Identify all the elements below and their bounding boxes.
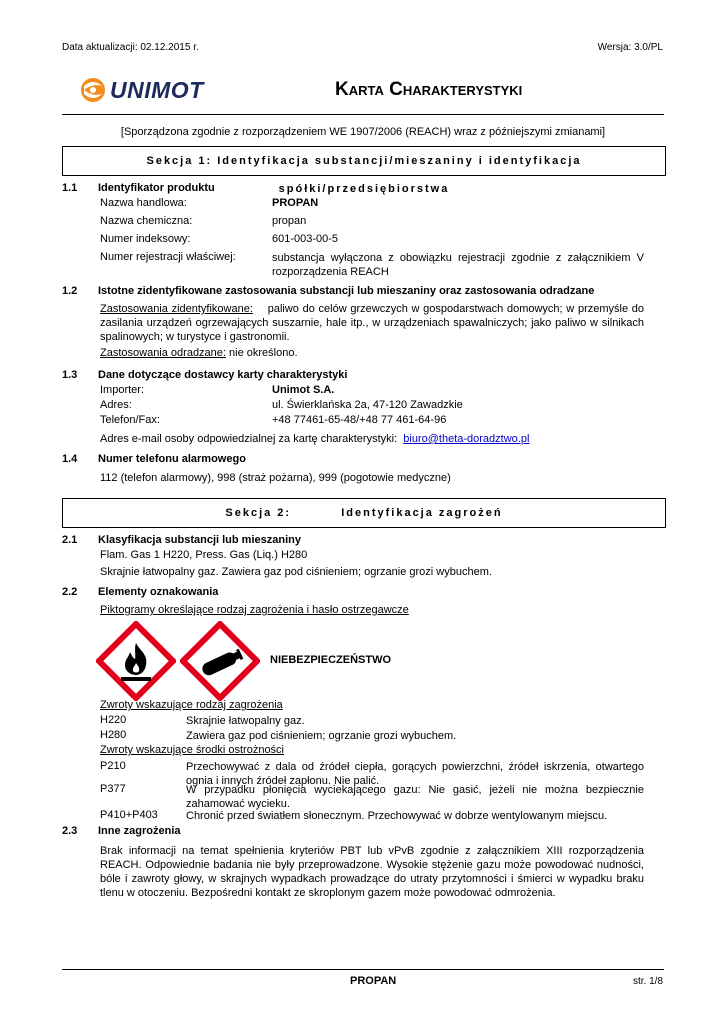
classification-text: Skrajnie łatwopalny gaz. Zawiera gaz pod ciśnieniem; ogrzanie grozi wybuchem. bbox=[100, 566, 492, 578]
hazard-code-h220: H220 bbox=[100, 714, 127, 726]
subsection-1-1-title: Identyfikator produktu bbox=[98, 182, 215, 194]
trade-name-value: PROPAN bbox=[272, 197, 319, 209]
header-rule bbox=[62, 114, 664, 115]
chemical-name-value: propan bbox=[272, 215, 307, 227]
regulation-note: [Sporządzona zgodnie z rozporządzeniem WE 1907/2006 (REACH) wraz z późniejszymi zmianami] bbox=[120, 126, 606, 138]
company-logo bbox=[80, 76, 204, 109]
identified-uses-text: paliwo do celów grzewczych w gospodarstwach domowych; w przemyśle do zasilania urządzeń ogrzewających suszarnie, hale itp., w urządzeniach spawalniczych; jako paliwo w silnikach spalinowych; w turystyce i gastronomii. bbox=[100, 303, 645, 343]
section-2-title: Identyfikacja zagrożeń bbox=[341, 507, 503, 519]
version-label: Wersja: 3.0/PL bbox=[597, 42, 663, 53]
footer-product-name: PROPAN bbox=[350, 975, 397, 987]
hazard-text-h220: Skrajnie łatwopalny gaz. bbox=[186, 715, 305, 727]
registration-number-value: substancja wyłączona z obowiązku rejestracji zgodnie z załącznikiem V rozporządzenia REACH bbox=[272, 252, 644, 278]
responsible-email-row bbox=[100, 433, 529, 445]
advised-against-label: Zastosowania odradzane: bbox=[100, 347, 226, 359]
subsection-1-4-number: 1.4 bbox=[62, 453, 78, 465]
precautionary-statements-heading: Zwroty wskazujące środki ostrożności bbox=[100, 744, 285, 756]
document-title: Karta Charakterystyki bbox=[335, 79, 523, 100]
section-2-heading bbox=[62, 498, 666, 528]
footer-rule bbox=[62, 969, 664, 970]
subsection-2-3-number: 2.3 bbox=[62, 825, 78, 837]
hazard-code-h280: H280 bbox=[100, 729, 127, 741]
index-number-label: Numer indeksowy: bbox=[100, 233, 191, 245]
update-date: Data aktualizacji: 02.12.2015 r. bbox=[62, 42, 199, 53]
registration-number-label: Numer rejestracji właściwej: bbox=[100, 251, 236, 263]
subsection-2-1-title: Klasyfikacja substancji lub mieszaniny bbox=[98, 534, 301, 546]
address-label: Adres: bbox=[100, 399, 132, 411]
subsection-2-2-title: Elementy oznakowania bbox=[98, 586, 219, 598]
uses-advised-against bbox=[100, 346, 644, 360]
email-link[interactable]: biuro@theta-doradztwo.pl bbox=[403, 433, 530, 445]
index-number-value: 601-003-00-5 bbox=[272, 233, 339, 245]
gas-cylinder-icon bbox=[180, 621, 260, 701]
subsection-2-3-title: Inne zagrożenia bbox=[98, 825, 181, 837]
identified-uses-label: Zastosowania zidentyfikowane: bbox=[100, 303, 253, 315]
precaution-text-p210: Przechowywać z dala od źródeł ciepła, gorących powierzchni, źródeł iskrzenia, otwartego ognia i innych źródeł zapłonu. Nie palić. bbox=[186, 761, 644, 787]
pictograms-heading: Piktogramy określające rodzaj zagrożenia i hasło ostrzegawcze bbox=[100, 604, 409, 616]
importer-value: Unimot S.A. bbox=[272, 384, 335, 396]
classification-codes: Flam. Gas 1 H220, Press. Gas (Liq.) H280 bbox=[100, 549, 308, 561]
ghs-pictogram-gas-cylinder bbox=[180, 621, 260, 706]
advised-against-text: nie określono. bbox=[229, 347, 298, 359]
ghs-pictogram-flame bbox=[96, 621, 176, 706]
subsection-1-1-number: 1.1 bbox=[62, 182, 78, 194]
emergency-numbers: 112 (telefon alarmowy), 998 (straż pożarna), 999 (pogotowie medyczne) bbox=[100, 472, 451, 484]
logo-text: UNIMOT bbox=[110, 77, 204, 103]
flame-icon bbox=[96, 621, 176, 701]
identified-uses bbox=[100, 302, 644, 344]
email-label: Adres e-mail osoby odpowiedzialnej za kartę charakterystyki: bbox=[100, 433, 398, 445]
importer-label: Importer: bbox=[100, 384, 145, 396]
section-2-number: Sekcja 2: bbox=[225, 507, 292, 519]
trade-name-label: Nazwa handlowa: bbox=[100, 197, 187, 209]
page-number: str. 1/8 bbox=[632, 976, 663, 987]
precaution-code-p410-p403: P410+P403 bbox=[100, 809, 158, 821]
phone-fax-label: Telefon/Fax: bbox=[100, 414, 160, 426]
hazard-text-h280: Zawiera gaz pod ciśnieniem; ogrzanie grozi wybuchem. bbox=[186, 730, 457, 742]
subsection-1-3-number: 1.3 bbox=[62, 369, 78, 381]
signal-word: NIEBEZPIECZEŃSTWO bbox=[270, 654, 392, 666]
hazard-statements-heading: Zwroty wskazujące rodzaj zagrożenia bbox=[100, 699, 283, 711]
section-1-heading: Sekcja 1: Identyfikacja substancji/mieszaniny i identyfikacja spółki/przedsiębiorstwa bbox=[62, 146, 666, 176]
precaution-code-p210: P210 bbox=[100, 760, 126, 772]
subsection-1-4-title: Numer telefonu alarmowego bbox=[98, 453, 246, 465]
subsection-1-2-title: Istotne zidentyfikowane zastosowania substancji lub mieszaniny oraz zastosowania odradzane bbox=[98, 285, 595, 297]
subsection-2-2-number: 2.2 bbox=[62, 586, 78, 598]
chemical-name-label: Nazwa chemiczna: bbox=[100, 215, 193, 227]
subsection-1-2-number: 1.2 bbox=[62, 285, 78, 297]
other-hazards-text: Brak informacji na temat spełnienia kryteriów PBT lub vPvB zgodnie z załącznikiem XIII rozporządzenia REACH. Odpowiednie badania nie były przeprowadzone. Wysokie stężenie gazu może powodować nudności, bóle i zawroty głowy, w skrajnych wypadkach prowadzące do utraty przytomności i śmierci w wypadku braku tlenu w otoczeniu. Bezpośredni kontakt ze skroplonym gazem może powodować odmrożenia. bbox=[100, 845, 644, 899]
subsection-1-3-title: Dane dotyczące dostawcy karty charakterystyki bbox=[98, 369, 348, 381]
phone-fax-value: +48 77461-65-48/+48 77 461-64-96 bbox=[272, 414, 447, 426]
subsection-2-1-number: 2.1 bbox=[62, 534, 78, 546]
precaution-text-p410-p403: Chronić przed światłem słonecznym. Przechowywać w dobrze wentylowanym miejscu. bbox=[186, 810, 608, 822]
address-value: ul. Świerklańska 2a, 47-120 Zawadzkie bbox=[272, 399, 463, 411]
precaution-code-p377: P377 bbox=[100, 783, 126, 795]
precaution-text-p377: W przypadku płonięcia wyciekającego gazu: Nie gasić, jeżeli nie można bezpiecznie zahamować wycieku. bbox=[186, 784, 644, 810]
